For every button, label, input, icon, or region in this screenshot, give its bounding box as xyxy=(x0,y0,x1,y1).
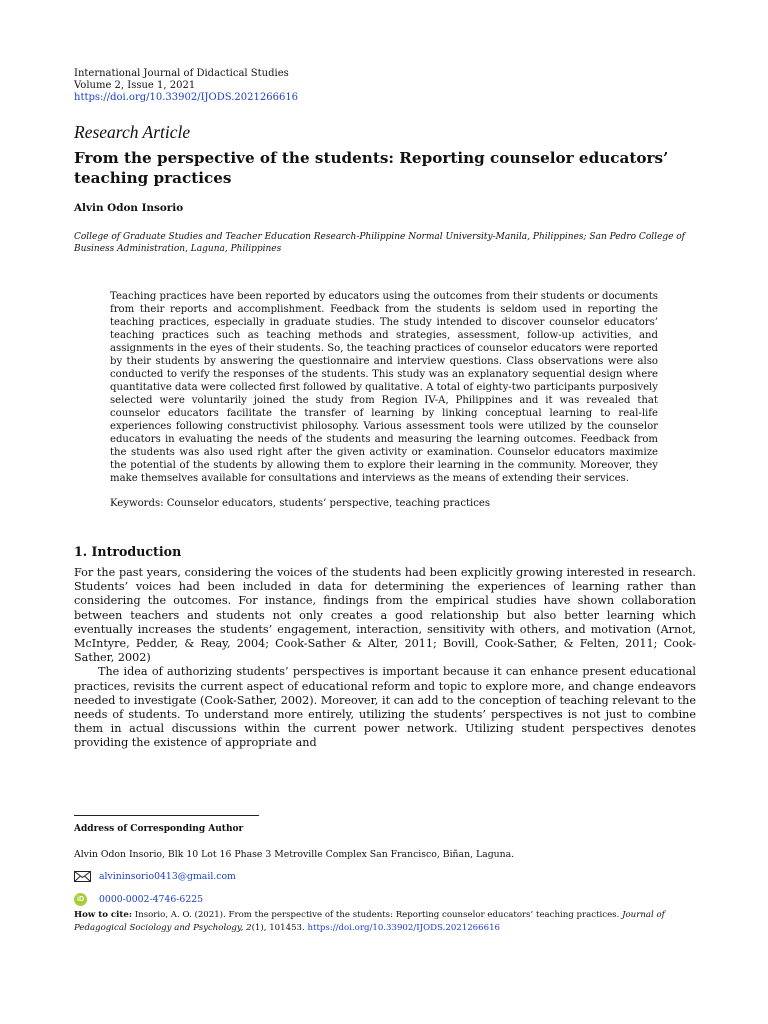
section-heading-introduction: 1. Introduction xyxy=(74,544,182,559)
email-row xyxy=(74,869,702,883)
abstract-text: Teaching practices have been reported by educators using the outcomes from their students or documents from their reports and accomplishment. Feedback from the students is seldom used in reporting the teaching practices, especially in graduate studies. The study intended to discover counselor educators’ teaching practices such as teaching methods and strategies, assessment, follow-up activities, and assignments in the eyes of their students. So, the teaching practices of counselor educators were reported by their students by answering the questionnaire and interview questions. Class observations were also conducted to verify the responses of the students. This study was an explanatory sequential design where quantitative data were collected first followed by qualitative. A total of eighty-two participants purposively selected were voluntarily joined the study from Region IV-A, Philippines and it was revealed that counselor educators facilitate the transfer of learning by linking conceptual learning to real-life experiences following constructivist philosophy. Various assessment tools were utilized by the counselor educators in evaluating the needs of the students and measuring the learning outcomes. Feedback from the students was also used right after the given activity or examination. Counselor educators maximize the potential of the students by allowing them to explore their learning in the community. Moreover, they make themselves available for consultations and interviews as the means of extending their services. xyxy=(110,291,658,484)
cite-journal: Journal of Pedagogical Sociology and Psychology, xyxy=(74,910,665,933)
article-title: From the perspective of the students: Reporting counselor educators’ teaching practices xyxy=(74,149,669,187)
corresponding-author-heading: Address of Corresponding Author xyxy=(74,824,244,834)
intro-paragraph-1: For the past years, considering the voices of the students had been explicitly growing interested in research. Students’ voices had been included in data for determining the experiences of learning rather than considering the outcomes. For instance, findings from the empirical studies have shown collaboration between teachers and students not only creates a good relationship but also better learning which eventually increases the students’ engagement, interaction, sensitivity with others, and motivation (Arnot, McIntyre, Pedder, & Reay, 2004; Cook-Sather & Alter, 2011; Bovill, Cook-Sather, & Felten, 2011; Cook-Sather, 2002) xyxy=(74,566,696,665)
keywords: Keywords: Counselor educators, students’ perspective, teaching practices xyxy=(110,498,491,509)
email-link[interactable]: alvininsorio0413@gmail.com xyxy=(99,870,236,882)
orcid-icon: iD xyxy=(74,893,87,906)
corresponding-author-address: Alvin Odon Insorio, Blk 10 Lot 16 Phase 3 Metroville Complex San Francisco, Biñan, Laguna. xyxy=(74,849,515,860)
cite-label: How to cite: xyxy=(74,910,133,920)
doi-link[interactable]: https://doi.org/10.33902/IJODS.2021266616 xyxy=(74,92,299,103)
cite-issue-pages: (1), 101453. xyxy=(251,923,305,933)
orcid-link[interactable]: 0000-0002-4746-6225 xyxy=(99,893,204,905)
how-to-cite xyxy=(74,909,702,935)
page-content xyxy=(74,68,696,751)
cite-volume: 2 xyxy=(246,923,252,933)
author-affiliation: College of Graduate Studies and Teacher Education Research-Philippine Normal University-Manila, Philippines; San Pedro College of Business Administration, Laguna, Philippines xyxy=(74,232,686,254)
footnote-divider xyxy=(74,815,259,816)
orcid-row xyxy=(74,892,702,906)
volume-issue: Volume 2, Issue 1, 2021 xyxy=(74,80,196,91)
journal-header xyxy=(74,68,696,104)
corresponding-author-footer xyxy=(74,824,702,935)
cite-doi-link[interactable]: https://doi.org/10.33902/IJODS.2021266616 xyxy=(307,923,501,933)
envelope-icon xyxy=(74,871,92,882)
intro-paragraph-2: The idea of authorizing students’ perspectives is important because it can enhance present educational practices, revisits the current aspect of educational reform and topic to explore more, and change endeavors needed to investigate (Cook-Sather, 2002). Moreover, it can add to the conception of teaching relevant to the needs of students. To understand more entirely, utilizing the students’ perspectives is not just to combine them in actual discussions within the current power network. Utilizing student perspectives denotes providing the existence of appropriate and xyxy=(74,665,696,750)
journal-name: International Journal of Didactical Studies xyxy=(74,68,289,79)
cite-text: Insorio, A. O. (2021). From the perspective of the students: Reporting counselor educators’ teaching practices. xyxy=(134,910,620,920)
author-name: Alvin Odon Insorio xyxy=(74,202,184,214)
article-type: Research Article xyxy=(74,122,191,142)
